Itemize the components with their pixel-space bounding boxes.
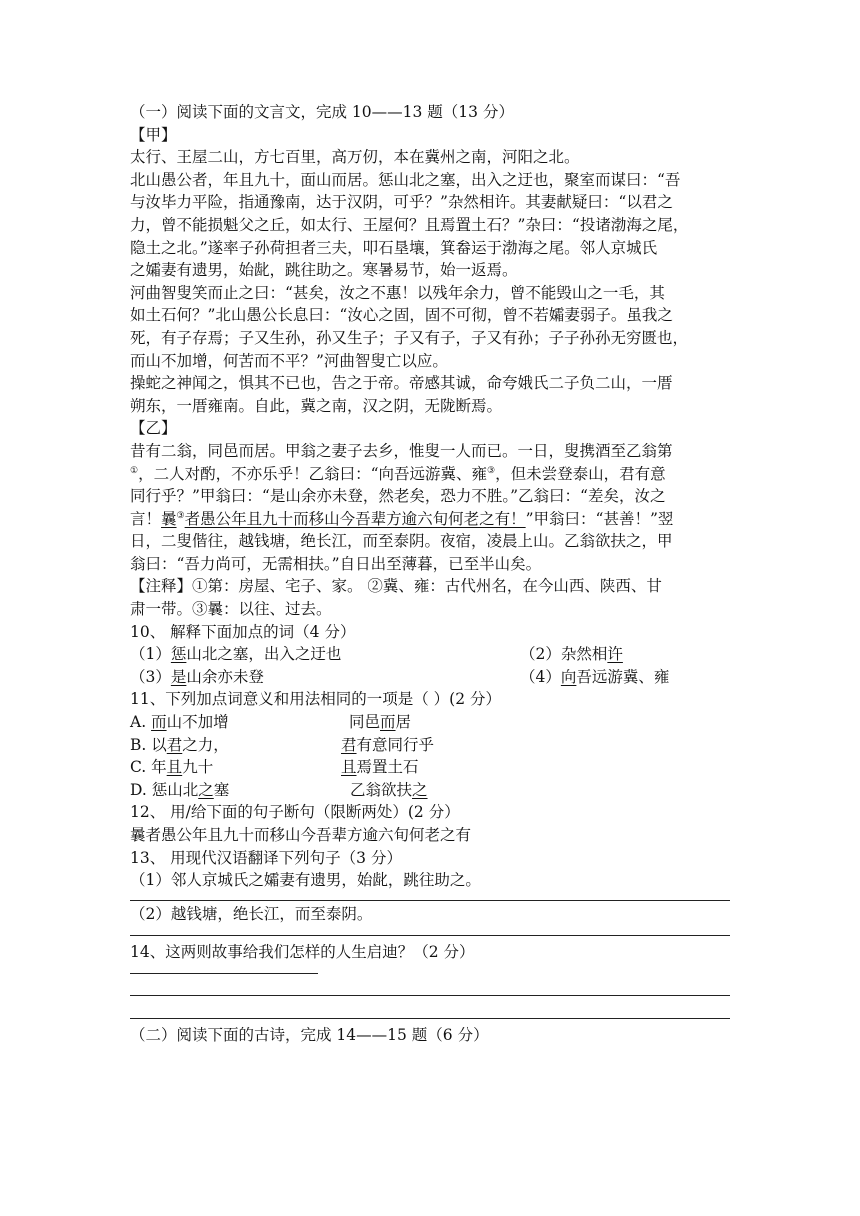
option-b: B. 以君之力， 君有意同行乎 bbox=[130, 735, 435, 754]
footnote-marker: ① bbox=[130, 465, 139, 476]
question-13-sentence-1: （1）邻人京城氏之孀妻有遗男，始龀，跳往助之。 bbox=[130, 871, 481, 890]
question-10-title: 10、 解释下面加点的词（4 分） bbox=[130, 622, 356, 641]
passage-line: 河曲智叟笑而止之曰：“甚矣，汝之不惠！以残年余力，曾不能毁山之一毛，其 bbox=[130, 283, 665, 302]
answer-line[interactable] bbox=[130, 900, 730, 901]
question-10-row bbox=[130, 666, 730, 689]
option-a: A. 而山不加增 同邑而居 bbox=[130, 713, 412, 732]
footnote-marker: ③ bbox=[176, 510, 185, 521]
passage-line: 死，有子存焉；子又生孙，孙又生子；子又有子，子又有孙；子子孙孙无穷匮也， bbox=[130, 328, 689, 347]
passage-line: 北山愚公者，年且九十，面山而居。惩山北之塞，出入之迂也，聚室而谋曰：“吾 bbox=[130, 170, 681, 189]
question-10-row bbox=[130, 643, 730, 666]
passage-line: 同行乎？”甲翁曰：“是山余亦未登，然老矣，恐力不胜。”乙翁曰：“差矣，汝之 bbox=[130, 487, 666, 506]
question-11-title: 11、下列加点词意义和用法相同的一项是（ ）(2 分） bbox=[130, 690, 501, 709]
passage-line bbox=[130, 463, 730, 486]
underlined-text: 曩 bbox=[161, 509, 177, 528]
question-10-item-3: （3）是山余亦未登 bbox=[130, 667, 264, 686]
passage-line: 朔东，一厝雍南。自此，冀之南，汉之阴，无陇断焉。 bbox=[130, 396, 503, 415]
passage-line: 操蛇之神闻之，惧其不已也，告之于帝。帝感其诚，命夸娥氏二子负二山，一厝 bbox=[130, 374, 673, 393]
passage-line: 太行、王屋二山，方七百里，高万仞，本在冀州之南，河阳之北。 bbox=[130, 148, 580, 167]
passage-line: 隐土之北。”遂率子孙荷担者三夫，叩石垦壤，箕畚运于渤海之尾。邻人京城氏 bbox=[130, 238, 658, 257]
underlined-sentence: 者愚公年且九十而移山今吾辈方逾六旬何老之有！ bbox=[184, 509, 526, 528]
passage-line: 日，二叟偕往，越钱塘，绝长江，而至泰阴。夜宿，凌晨上山。乙翁欲扶之，甲 bbox=[130, 532, 673, 551]
passage-line: 之孀妻有遗男，始龀，跳往助之。寒暑易节，始一返焉。 bbox=[130, 261, 518, 280]
question-12-title: 12、 用/给下面的句子断句（限断两处）(2 分） bbox=[130, 803, 460, 822]
question-10-item-4: （4）向吾远游冀、雍 bbox=[520, 667, 670, 686]
passage-text: 言！ bbox=[130, 509, 162, 528]
passage-jia-label: 【甲】 bbox=[130, 125, 177, 144]
question-13-title: 13、 用现代汉语翻译下列句子（3 分） bbox=[130, 848, 402, 867]
option-c: C. 年且九十 且焉置土石 bbox=[130, 758, 419, 777]
passage-line: 如土石何？”北山愚公长息曰：“汝心之固，固不可彻，曾不若孀妻弱子。虽我之 bbox=[130, 306, 673, 325]
passage-line: 与汝毕力平险，指通豫南，达于汉阴，可乎？”杂然相许。其妻献疑曰：“以君之 bbox=[130, 193, 673, 212]
passage-jia bbox=[130, 146, 730, 417]
footnote-marker: ③ bbox=[487, 465, 496, 476]
passage-yi-label: 【乙】 bbox=[130, 419, 177, 438]
question-12-sentence: 曩者愚公年且九十而移山今吾辈方逾六旬何老之有 bbox=[130, 826, 472, 844]
option-d: D. 惩山北之塞 乙翁欲扶之 bbox=[130, 780, 428, 799]
question-10-item-1: （1）惩山北之塞，出入之迂也 bbox=[130, 645, 342, 664]
exam-page bbox=[130, 101, 730, 1047]
passage-text: ，但未尝登泰山，君有意 bbox=[495, 464, 666, 483]
passage-text: ，二人对酌，不亦乐乎！乙翁曰：“向吾远游冀、雍 bbox=[138, 464, 488, 483]
question-13-sentence-2: （2）越钱塘，绝长江，而至泰阴。 bbox=[130, 904, 373, 923]
section-one-title: （一）阅读下面的文言文，完成 10——13 题（13 分） bbox=[130, 103, 514, 121]
question-10-item-2: （2）杂然相许 bbox=[520, 645, 623, 664]
annotations: 【注释】①第：房屋、宅子、家。 ②冀、雍：古代州名，在今山西、陕西、甘 bbox=[130, 577, 662, 596]
question-14-title: 14、这两则故事给我们怎样的人生启迪？（2 分） bbox=[130, 943, 475, 962]
passage-line bbox=[130, 508, 730, 531]
passage-line: 而山不加增，何苦而不平？”河曲智叟亡以应。 bbox=[130, 351, 448, 370]
annotations: 肃一带。③曩：以往、过去。 bbox=[130, 600, 332, 619]
section-two-title: （二）阅读下面的古诗，完成 14——15 题（6 分） bbox=[130, 1025, 489, 1044]
passage-text: ”甲翁曰：“甚善！”翌 bbox=[525, 509, 674, 528]
passage-yi bbox=[130, 440, 730, 576]
passage-line: 力，曾不能损魁父之丘，如太行、王屋何？且焉置土石？”杂曰：“投诸渤海之尾， bbox=[130, 215, 689, 234]
passage-line: 翁曰：“吾力尚可，无需相扶。”自日出至薄暮，已至半山矣。 bbox=[130, 554, 542, 573]
passage-line: 昔有二翁，同邑而居。甲翁之妻子去乡，惟叟一人而已。一日，叟携酒至乙翁第 bbox=[130, 441, 673, 460]
